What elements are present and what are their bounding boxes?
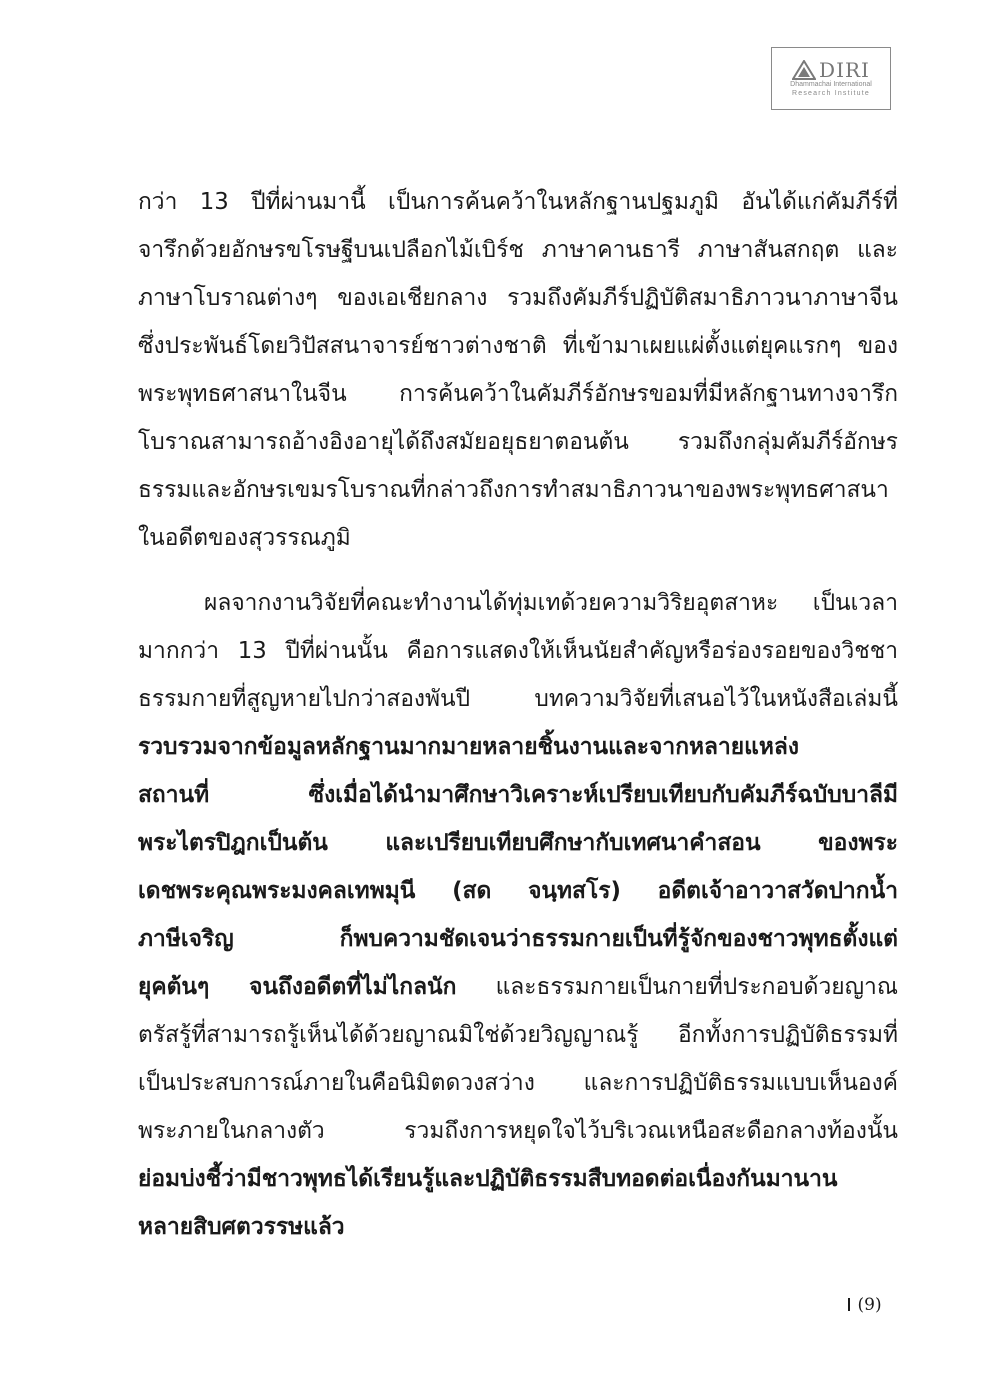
text-line: จารึกด้วยอักษรขโรษฐีบนเปลือกไม้เบิร์ช ภาษาคานธารี ภาษาสันสกฤต และ xyxy=(138,237,898,263)
page-number-divider xyxy=(848,1298,850,1311)
text-line: พระภายในกลางตัว รวมถึงการหยุดใจไว้บริเวณเหนือสะดือกลางท้องนั้น xyxy=(138,1118,898,1144)
bold-segment: ยุคต้นๆ จนถึงอดีตที่ไม่ไกลนัก xyxy=(138,974,457,1000)
text-line-bold: ย่อมบ่งชี้ว่ามีชาวพุทธได้เรียนรู้และปฏิบัติธรรมสืบทอดต่อเนื่องกันมานาน xyxy=(138,1166,838,1192)
text-line-bold: พระไตรปิฎกเป็นต้น และเปรียบเทียบศึกษากับเทศนาคำสอน ของพระ xyxy=(138,830,898,856)
text-line: ซึ่งประพันธ์โดยวิปัสสนาจารย์ชาวต่างชาติ ที่เข้ามาเผยแผ่ตั้งแต่ยุคแรกๆ ของ xyxy=(138,333,898,359)
regular-segment: และธรรมกายเป็นกายที่ประกอบด้วยญาณ xyxy=(495,974,898,1000)
text-line-bold: สถานที่ ซึ่งเมื่อได้นำมาศึกษาวิเคราะห์เปรียบเทียบกับคัมภีร์ฉบับบาลีมี xyxy=(138,782,898,808)
logo-row xyxy=(792,57,870,82)
paragraph-2 xyxy=(138,579,898,1251)
paragraph-1 xyxy=(138,178,898,562)
text-line: พระพุทธศาสนาในจีน การค้นคว้าในคัมภีร์อักษรขอมที่มีหลักฐานทางจารึก xyxy=(138,381,898,407)
triangle-emblem-icon xyxy=(792,60,816,80)
text-line: ธรรมและอักษรเขมรโบราณที่กล่าวถึงการทำสมาธิภาวนาของพระพุทธศาสนา xyxy=(138,477,889,503)
text-line: โบราณสามารถอ้างอิงอายุได้ถึงสมัยอยุธยาตอนต้น รวมถึงกลุ่มคัมภีร์อักษร xyxy=(138,429,898,455)
text-line-indented xyxy=(138,579,898,627)
logo-subtitle-line1: Dhammachai International xyxy=(790,80,872,88)
text-line-mixed xyxy=(138,963,898,1011)
page-number-text: (9) xyxy=(857,1295,882,1315)
text-line: ธรรมกายที่สูญหายไปกว่าสองพันปี บทความวิจัยที่เสนอไว้ในหนังสือเล่มนี้ xyxy=(138,686,898,712)
text-line-content: ผลจากงานวิจัยที่คณะทำงานได้ทุ่มเทด้วยความวิริยอุตสาหะ เป็นเวลา xyxy=(204,590,898,616)
text-line-bold: รวบรวมจากข้อมูลหลักฐานมากมายหลายชิ้นงานและจากหลายแหล่ง xyxy=(138,734,799,760)
text-line-bold: เดชพระคุณพระมงคลเทพมุนี (สด จนฺทสโร) อดีตเจ้าอาวาสวัดปากน้ำ xyxy=(138,878,898,904)
logo-name: DIRI xyxy=(819,57,870,82)
text-line: กว่า 13 ปีที่ผ่านมานี้ เป็นการค้นคว้าในหลักฐานปฐมภูมิ อันได้แก่คัมภีร์ที่ xyxy=(138,189,898,215)
logo-subtitle-line2: Research Institute xyxy=(791,89,871,97)
text-line: ในอดีตของสุวรรณภูมิ xyxy=(138,525,351,551)
text-line: มากกว่า 13 ปีที่ผ่านนั้น คือการแสดงให้เห็นนัยสำคัญหรือร่องรอยของวิชชา xyxy=(138,638,898,664)
text-line-bold: ภาษีเจริญ ก็พบความชัดเจนว่าธรรมกายเป็นที่รู้จักของชาวพุทธตั้งแต่ xyxy=(138,926,898,952)
text-line-bold: หลายสิบศตวรรษแล้ว xyxy=(138,1214,345,1240)
diri-logo xyxy=(771,47,891,110)
text-line: เป็นประสบการณ์ภายในคือนิมิตดวงสว่าง และการปฏิบัติธรรมแบบเห็นองค์ xyxy=(138,1070,898,1096)
page-number xyxy=(848,1295,882,1315)
text-line: ตรัสรู้ที่สามารถรู้เห็นได้ด้วยญาณมิใช่ด้วยวิญญาณรู้ อีกทั้งการปฏิบัติธรรมที่ xyxy=(138,1022,898,1048)
text-line: ภาษาโบราณต่างๆ ของเอเชียกลาง รวมถึงคัมภีร์ปฏิบัติสมาธิภาวนาภาษาจีน xyxy=(138,285,898,311)
body-text xyxy=(138,178,898,1251)
